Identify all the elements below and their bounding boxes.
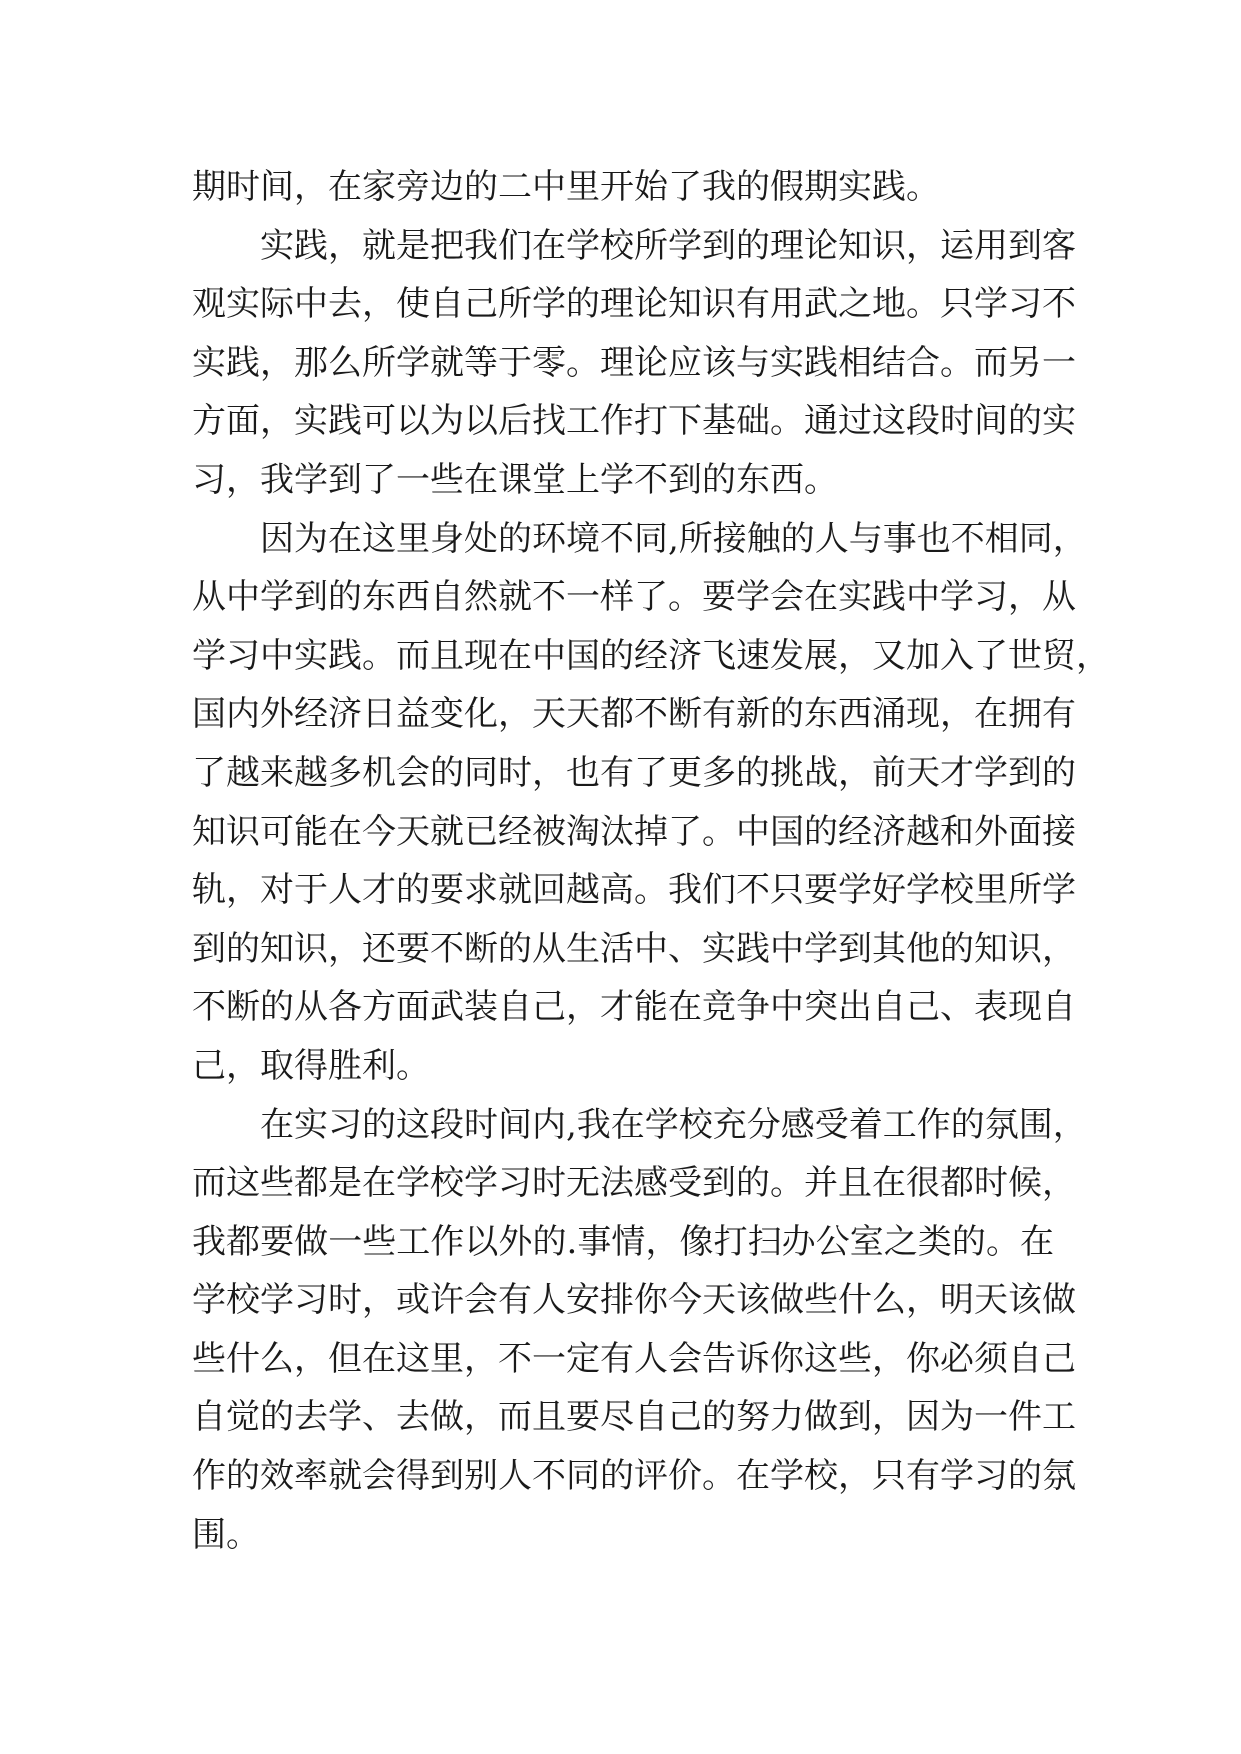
text-line: 作的效率就会得到别人不同的评价。在学校，只有学习的氛 bbox=[192, 1456, 1076, 1497]
text-line: 学习中实践。而且现在中国的经济飞速发展，又加入了世贸， bbox=[192, 635, 1110, 676]
text-line: 己，取得胜利。 bbox=[192, 1045, 430, 1086]
text-line: 方面，实践可以为以后找工作打下基础。通过这段时间的实 bbox=[192, 401, 1076, 442]
text-line: 到的知识，还要不断的从生活中、实践中学到其他的知识， bbox=[192, 928, 1076, 969]
text-line: 些什么，但在这里，不一定有人会告诉你这些，你必须自己 bbox=[192, 1338, 1076, 1379]
text-line: 在实习的这段时间内,我在学校充分感受着工作的氛围， bbox=[260, 1104, 1087, 1145]
text-line: 学校学习时，或许会有人安排你今天该做些什么，明天该做 bbox=[192, 1280, 1076, 1321]
text-line: 了越来越多机会的同时，也有了更多的挑战，前天才学到的 bbox=[192, 752, 1076, 793]
text-line: 自觉的去学、去做，而且要尽自己的努力做到，因为一件工 bbox=[192, 1397, 1076, 1438]
text-line: 从中学到的东西自然就不一样了。要学会在实践中学习，从 bbox=[192, 577, 1076, 618]
text-line: 围。 bbox=[192, 1514, 260, 1555]
text-line: 不断的从各方面武装自己，才能在竞争中突出自己、表现自 bbox=[192, 987, 1076, 1028]
text-line: 而这些都是在学校学习时无法感受到的。并且在很都时候， bbox=[192, 1163, 1076, 1204]
text-line: 习，我学到了一些在课堂上学不到的东西。 bbox=[192, 459, 838, 500]
text-line: 知识可能在今天就已经被淘汰掉了。中国的经济越和外面接 bbox=[192, 811, 1076, 852]
text-line: 观实际中去，使自己所学的理论知识有用武之地。只学习不 bbox=[192, 284, 1076, 325]
text-line: 因为在这里身处的环境不同,所接触的人与事也不相同， bbox=[260, 518, 1087, 559]
text-line: 期时间，在家旁边的二中里开始了我的假期实践。 bbox=[192, 167, 940, 207]
text-line: 实践，就是把我们在学校所学到的理论知识，运用到客 bbox=[260, 225, 1076, 266]
text-line: 轨，对于人才的要求就回越高。我们不只要学好学校里所学 bbox=[192, 870, 1076, 911]
text-line: 我都要做一些工作以外的.事情，像打扫办公室之类的。在 bbox=[192, 1221, 1054, 1262]
text-line: 国内外经济日益变化，天天都不断有新的东西涌现，在拥有 bbox=[192, 694, 1076, 735]
text-line: 实践，那么所学就等于零。理论应该与实践相结合。而另一 bbox=[192, 342, 1076, 383]
document-body bbox=[192, 158, 1110, 1564]
